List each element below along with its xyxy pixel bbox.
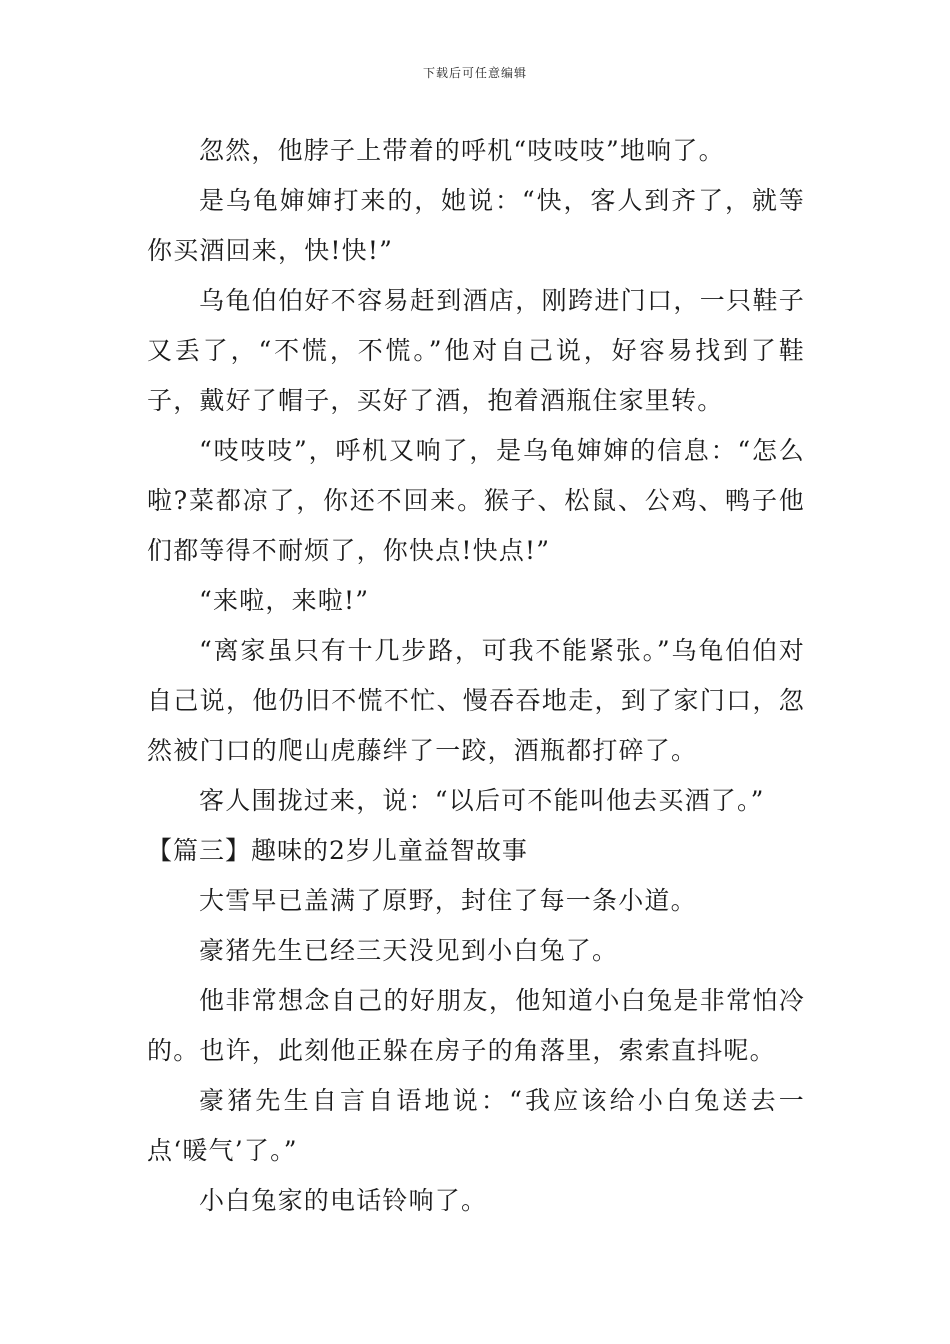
paragraph: 豪猪先生自言自语地说：“我应该给小白兔送去一点‘暖气’了。” (147, 1086, 805, 1165)
paragraph: 是乌龟婶婶打来的，她说：“快，客人到齐了，就等你买酒回来，快!快!” (147, 186, 805, 265)
paragraph: “吱吱吱”，呼机又响了，是乌龟婶婶的信息：“怎么啦?菜都凉了，你还不回来。猴子、松鼠、公鸡、鸭子他们都等得不耐烦了，你快点!快点!” (147, 436, 805, 565)
paragraph: “离家虽只有十几步路，可我不能紧张。”乌龟伯伯对自己说，他仍旧不慌不忙、慢吞吞地走，到了家门口，忽然被门口的爬山虎藤绊了一跤，酒瓶都打碎了。 (147, 636, 805, 765)
section-title: 【篇三】趣味的2岁儿童益智故事 (147, 836, 528, 865)
paragraph: “来啦，来啦!” (199, 586, 370, 615)
paragraph: 乌龟伯伯好不容易赶到酒店，刚跨进门口，一只鞋子又丢了，“不慌，不慌。”他对自己说，好容易找到了鞋子，戴好了帽子，买好了酒，抱着酒瓶住家里转。 (147, 286, 805, 415)
paragraph: 他非常想念自己的好朋友，他知道小白兔是非常怕冷的。也许，此刻他正躲在房子的角落里，索索直抖呢。 (147, 986, 805, 1065)
paragraph: 小白兔家的电话铃响了。 (199, 1186, 488, 1215)
page-header: 下载后可任意编辑 (422, 66, 527, 80)
paragraph: 客人围拢过来，说：“以后可不能叫他去买酒了。” (199, 786, 765, 815)
document-body (147, 126, 805, 1226)
paragraph: 豪猪先生已经三天没见到小白兔了。 (199, 936, 619, 965)
paragraph: 忽然，他脖子上带着的呼机“吱吱吱”地响了。 (199, 136, 725, 165)
paragraph: 大雪早已盖满了原野，封住了每一条小道。 (199, 886, 697, 915)
